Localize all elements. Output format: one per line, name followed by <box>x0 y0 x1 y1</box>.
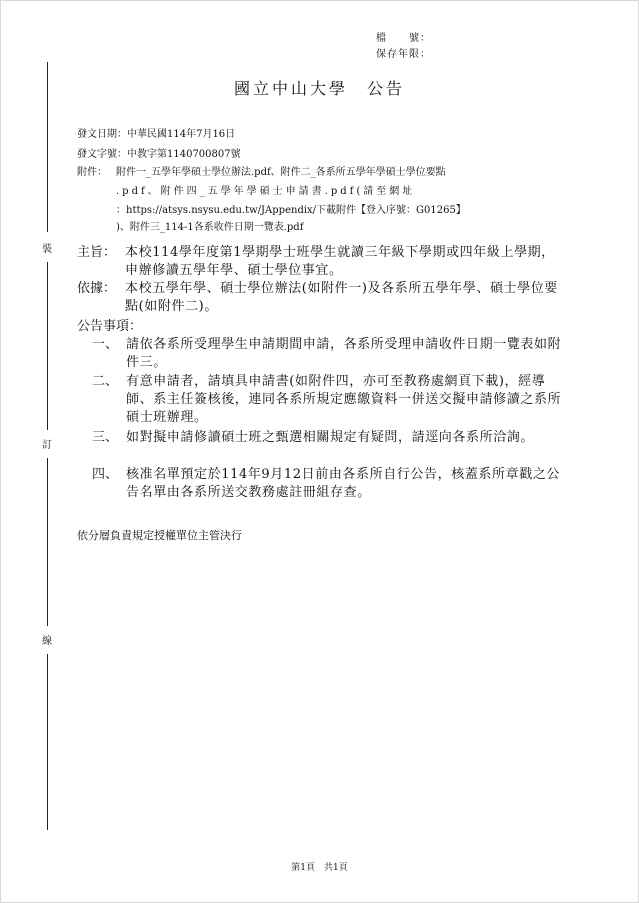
binding-mark-ding: 訂 <box>42 440 52 451</box>
subject-text: 本校114學年度第1學期學士班學生就讀三年級下學期或四年級上學期，申辦修讀五學年學、碩士學位事宜。 <box>125 245 555 278</box>
file-number-label: 檔 號： <box>376 33 431 44</box>
retention-period-label: 保存年限： <box>376 49 431 60</box>
attachment-line: 附件一_五學年學碩士學位辦法.pdf、附件二_各系所五學年學碩士學位要點 <box>116 167 446 178</box>
binding-line <box>36 62 56 832</box>
subject-label: 主旨： <box>77 245 117 260</box>
basis-label: 依據： <box>77 281 117 296</box>
issue-date <box>77 128 235 142</box>
announcement-item <box>92 336 562 372</box>
announcement-heading: 公告事項： <box>77 319 143 334</box>
attachment-line: .pdf、附件四_五學年學碩士申請書.pdf(請至網址 <box>116 186 416 197</box>
delegation-note: 依分層負責規定授權單位主管決行 <box>77 529 242 542</box>
item-number: 一、 <box>92 337 119 352</box>
issue-number <box>77 148 241 162</box>
announcement-item <box>92 429 562 447</box>
basis-text: 本校五學年學、碩士學位辦法(如附件一)及各系所五學年學、碩士學位要點(如附件二)。 <box>125 281 558 314</box>
subject-paragraph <box>77 244 567 280</box>
basis-paragraph <box>77 280 567 316</box>
announcement-item <box>92 373 562 427</box>
item-text: 請依各系所受理學生申請期間申請，各系所受理申請收件日期一覽表如附件三。 <box>126 337 562 370</box>
issue-date-label: 發文日期： <box>77 129 127 140</box>
issue-date-value: 中華民國114年7月16日 <box>127 129 236 140</box>
issue-number-label: 發文字號： <box>77 149 127 160</box>
item-number: 四、 <box>92 467 119 482</box>
attachment-line: )、附件三_114-1各系收件日期一覽表.pdf <box>116 222 304 233</box>
page-number: 第1頁 共1頁 <box>291 863 348 873</box>
item-text: 如對擬申請修讀碩士班之甄選相關規定有疑問，請逕向各系所洽詢。 <box>126 430 535 445</box>
attachments-label: 附件： <box>77 167 107 178</box>
binding-mark-xian: 線 <box>42 636 52 647</box>
binding-mark-zhuang: 裝 <box>42 244 52 255</box>
announcement-item <box>92 466 562 502</box>
issue-number-value: 中教字第1140700807號 <box>127 149 241 160</box>
attachment-line-url[interactable]: ：https://atsys.nsysu.edu.tw/JAppendix/下載附件【登入序號：G01265】 <box>116 205 466 216</box>
item-text: 有意申請者，請填具申請書(如附件四，亦可至教務處網頁下載)，經導師、系主任簽核後，連同各系所規定應繳資料一併送交擬申請修讀之系所碩士班辦理。 <box>126 374 562 425</box>
binding-dash <box>47 458 48 626</box>
binding-dash <box>47 262 48 430</box>
document-title: 國立中山大學 公告 <box>233 79 405 98</box>
binding-dash <box>47 654 48 830</box>
item-number: 二、 <box>92 374 119 389</box>
item-number: 三、 <box>92 430 119 445</box>
item-text: 核准名單預定於114年9月12日前由各系所自行公告，核蓋系所章戳之公告名單由各系所送交教務處註冊組存查。 <box>126 467 561 500</box>
